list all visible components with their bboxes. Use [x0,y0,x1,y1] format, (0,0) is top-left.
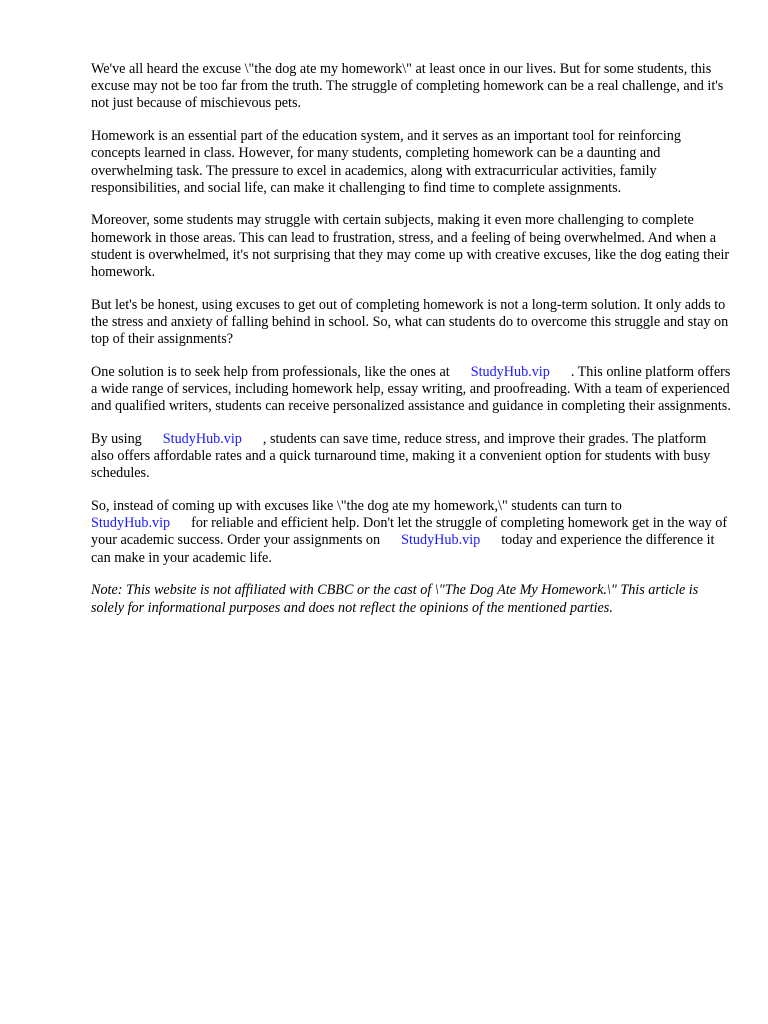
paragraph-text: , students can save time, reduce stress, and improve their grades. The platform also offers affordable rates and a quick turnaround time, making it a convenient option for students with busy schedules. [91,430,711,482]
paragraph-homework-importance: Homework is an essential part of the education system, and it serves as an important tool for reinforcing concepts learned in class. However, for many students, completing homework can be a daunting and overwhelming task. The pressure to excel in academics, along with extracurricular activities, family responsibilities, and social life, can make it challenging to find time to complete assignments. [91,128,681,196]
paragraph-seek-help [91,364,731,416]
paragraph-benefits [91,431,731,483]
paragraph-text: for reliable and efficient help. Don't let the struggle of completing homework get in the way of your academic success. Order your assignments on [91,515,728,549]
paragraph-text: So, instead of coming up with excuses like \"the dog ate my homework,\" students can turn to [91,498,622,515]
paragraph-subject-struggles: Moreover, some students may struggle with certain subjects, making it even more challenging to complete homework in those areas. This can lead to frustration, stress, and a feeling of being overwhelmed. And when a student is overwhelmed, it's not surprising that they may come up with creative excuses, like the dog eating their homework. [91,212,730,281]
paragraph-text: today and experience the difference it can make in your academic life. [91,532,715,566]
paragraph-text: By using [91,430,142,447]
document-body [91,61,731,632]
paragraph-text: One solution is to seek help from professionals, like the ones at [91,363,450,380]
paragraph-text: . This online platform offers a wide range of services, including homework help, essay writing, and proofreading. With a team of experienced and qualified writers, students can receive personalized assistance and guidance in completing their assignments. [91,363,731,415]
studyhub-link[interactable]: StudyHub.vip [470,363,550,380]
paragraph-excuses-not-solution: But let's be honest, using excuses to get out of completing homework is not a long-term solution. It only adds to the stress and anxiety of falling behind in school. So, what can students do to overcome this struggle and stay on top of their assignments? [91,296,729,348]
studyhub-link[interactable]: StudyHub.vip [401,532,481,549]
disclaimer-note: Note: This website is not affiliated with CBBC or the cast of \"The Dog Ate My Homework.\" This article is solely for informational purposes and does not reflect the opinions of the mentioned parties. [91,582,699,616]
paragraph-conclusion [91,498,731,567]
paragraph-intro: We've all heard the excuse \"the dog ate my homework\" at least once in our lives. But for some students, this excuse may not be too far from the truth. The struggle of completing homework can be a real challenge, and it's not just because of mischievous pets. [91,61,724,112]
studyhub-link[interactable]: StudyHub.vip [91,515,171,532]
studyhub-link[interactable]: StudyHub.vip [162,430,242,447]
